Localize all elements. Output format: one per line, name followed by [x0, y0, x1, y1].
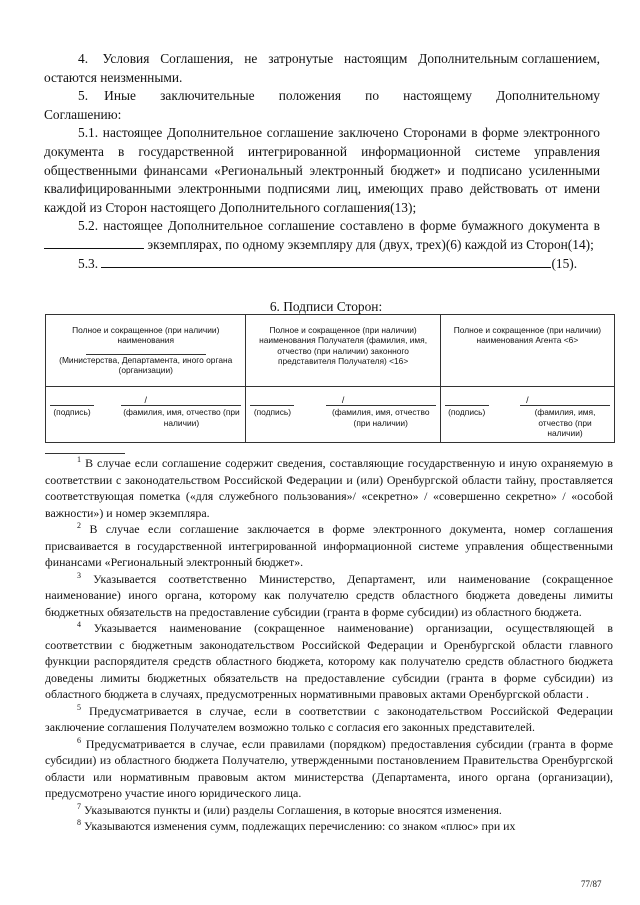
footnote-7-marker: 7 [77, 801, 81, 811]
clause-4: 4. Условия Соглашения, не затронутые настоящим Дополнительным соглашением, остаются неизменными. [44, 51, 600, 85]
footnote-4-marker: 4 [77, 620, 81, 630]
page-number: 77/87 [581, 879, 602, 889]
footnote-separator [45, 453, 125, 454]
clause-5-2 [44, 217, 600, 254]
footnote-7 [45, 802, 613, 819]
clause-5: 5. Иные заключительные положения по настоящему Дополнительному Соглашению: [44, 88, 600, 122]
footnote-6-marker: 6 [77, 735, 81, 745]
party-1-sign-cell [46, 387, 246, 443]
party-2-sign-label: (подпись) [250, 405, 294, 417]
footnote-1-text: В случае если соглашение содержит сведения, составляющие государственную и иную охраняемую в соответствии с законодательством Российской Федерации и (или) Оренбургской области тайну, проставляется соответствующая пометка («для служебного пользования»/ «секретно» / «совершенно секретно» / «особой важности») и номер экземпляра. [45, 456, 613, 520]
footnote-4 [45, 620, 613, 703]
party-1-head-text: Полное и сокращенное (при наличии) наименования [72, 325, 220, 346]
clause-5-2-start: 5.2. настоящее Дополнительное соглашение составлено в форме бумажного документа в [78, 218, 600, 234]
footnote-2-text: В случае если соглашение заключается в форме электронного документа, номер соглашения присваивается в государственной интегрированной информационной системе управления общественными финансами «Региональный электронный бюджет». [45, 522, 613, 569]
clause-5-3-end: (15). [551, 255, 578, 271]
party-3-slash: / [526, 395, 529, 405]
footnote-3 [45, 571, 613, 621]
signatures-sign-row [46, 387, 615, 443]
clause-5-3-blank [101, 255, 551, 268]
party-2-name-label: (фамилия, имя, отчество (при наличии) [326, 405, 436, 428]
footnote-8 [45, 818, 613, 835]
party-3-header [440, 315, 614, 387]
footnote-4-text: Указывается наименование (сокращенное наименование) организации, осуществляющей в соответствии с бюджетным законодательством Российской Федерации и Оренбургской области главного функции распорядителя средств областного бюджета, которому как получателю средств областного бюджета доведены лимиты бюджетных обязательств на предоставление субсидии (гранта в форме субсидии) из областного бюджета в случаях, предусмотренных нормативными правовых актами Оренбургской области . [45, 621, 613, 701]
agreement-body [44, 50, 600, 273]
footnote-3-marker: 3 [77, 570, 81, 580]
footnote-8-marker: 8 [77, 818, 81, 828]
party-1-sub-text: (Министерства, Департамента, иного органа (организации) [59, 354, 233, 376]
party-3-name-label: (фамилия, имя, отчество (при наличии) [520, 405, 610, 438]
footnote-3-text: Указывается соответственно Министерство, Департамент, или наименование (сокращенное наименование) иного органа, которому как получателю средств областного бюджета доведены лимиты бюджетных обязательств на предоставление субсидии (гранта в форме субсидии) из областного бюджета. [45, 571, 613, 619]
party-1-name-label: (фамилия, имя, отчество (при наличии) [123, 407, 240, 428]
copies-blank [44, 236, 144, 249]
footnote-6 [45, 736, 613, 802]
party-1-sign-label: (подпись) [50, 405, 94, 417]
clause-5-3 [44, 255, 600, 274]
party-3-sign-cell [440, 387, 614, 443]
clause-5-1: 5.1. настоящее Дополнительное соглашение заключено Сторонами в форме электронного документа в государственной интегрированной информационной системе управления общественными финансами «Региональный электронный бюджет» и подписано усиленными квалифицированными электронными подписями лиц, имеющих право действовать от имени каждой из Сторон настоящего Дополнительного соглашения(13); [44, 125, 600, 215]
party-2-head-text: Полное и сокращенное (при наличии) наименования Получателя (фамилия, имя, отчество (при наличии) законного представителя Получателя) <16> [259, 325, 428, 367]
signatures-table [45, 314, 615, 443]
footnote-1-marker: 1 [77, 455, 81, 465]
footnote-2 [45, 521, 613, 571]
party-1-name-line [86, 348, 206, 355]
footnote-5-text: Предусматривается в случае, если в соответствии с законодательством Российской Федерации заключение соглашения Получателем возможно только с согласия его законных представителей. [45, 703, 613, 734]
party-1-slash: / [144, 395, 147, 405]
footnotes [45, 455, 613, 835]
clause-5-2-end: экземплярах, по одному экземпляру для (двух, трех)(6) каждой из Сторон(14); [147, 236, 594, 252]
clause-5-3-start: 5.3. [78, 255, 99, 271]
footnote-5 [45, 703, 613, 736]
party-2-header [246, 315, 440, 387]
footnote-6-text: Предусматривается в случае, если правилами (порядком) предоставления субсидии (гранта в форме субсидии) из областного бюджета Получателю, утвержденными постановлением Правительства Оренбургской области или нормативным правовым актом министерства (Департамента, иного органа (организации), предусмотрено участие иного юридического лица. [45, 736, 613, 800]
party-3-sign-label: (подпись) [445, 405, 489, 417]
party-2-sign-cell [246, 387, 440, 443]
footnote-8-text: Указываются изменения сумм, подлежащих перечислению: со знаком «плюс» при их [83, 819, 516, 833]
party-1-header [46, 315, 246, 387]
footnote-7-text: Указываются пункты и (или) разделы Соглашения, в которые вносятся изменения. [83, 802, 502, 817]
party-3-head-text: Полное и сокращенное (при наличии) наименования Агента <6> [453, 325, 601, 346]
signatures-header-row [46, 315, 615, 387]
footnote-2-marker: 2 [77, 521, 81, 531]
footnote-1 [45, 455, 613, 521]
party-2-slash: / [341, 395, 345, 405]
signatures-title: 6. Подписи Сторон: [269, 299, 383, 314]
footnote-5-marker: 5 [77, 702, 81, 712]
